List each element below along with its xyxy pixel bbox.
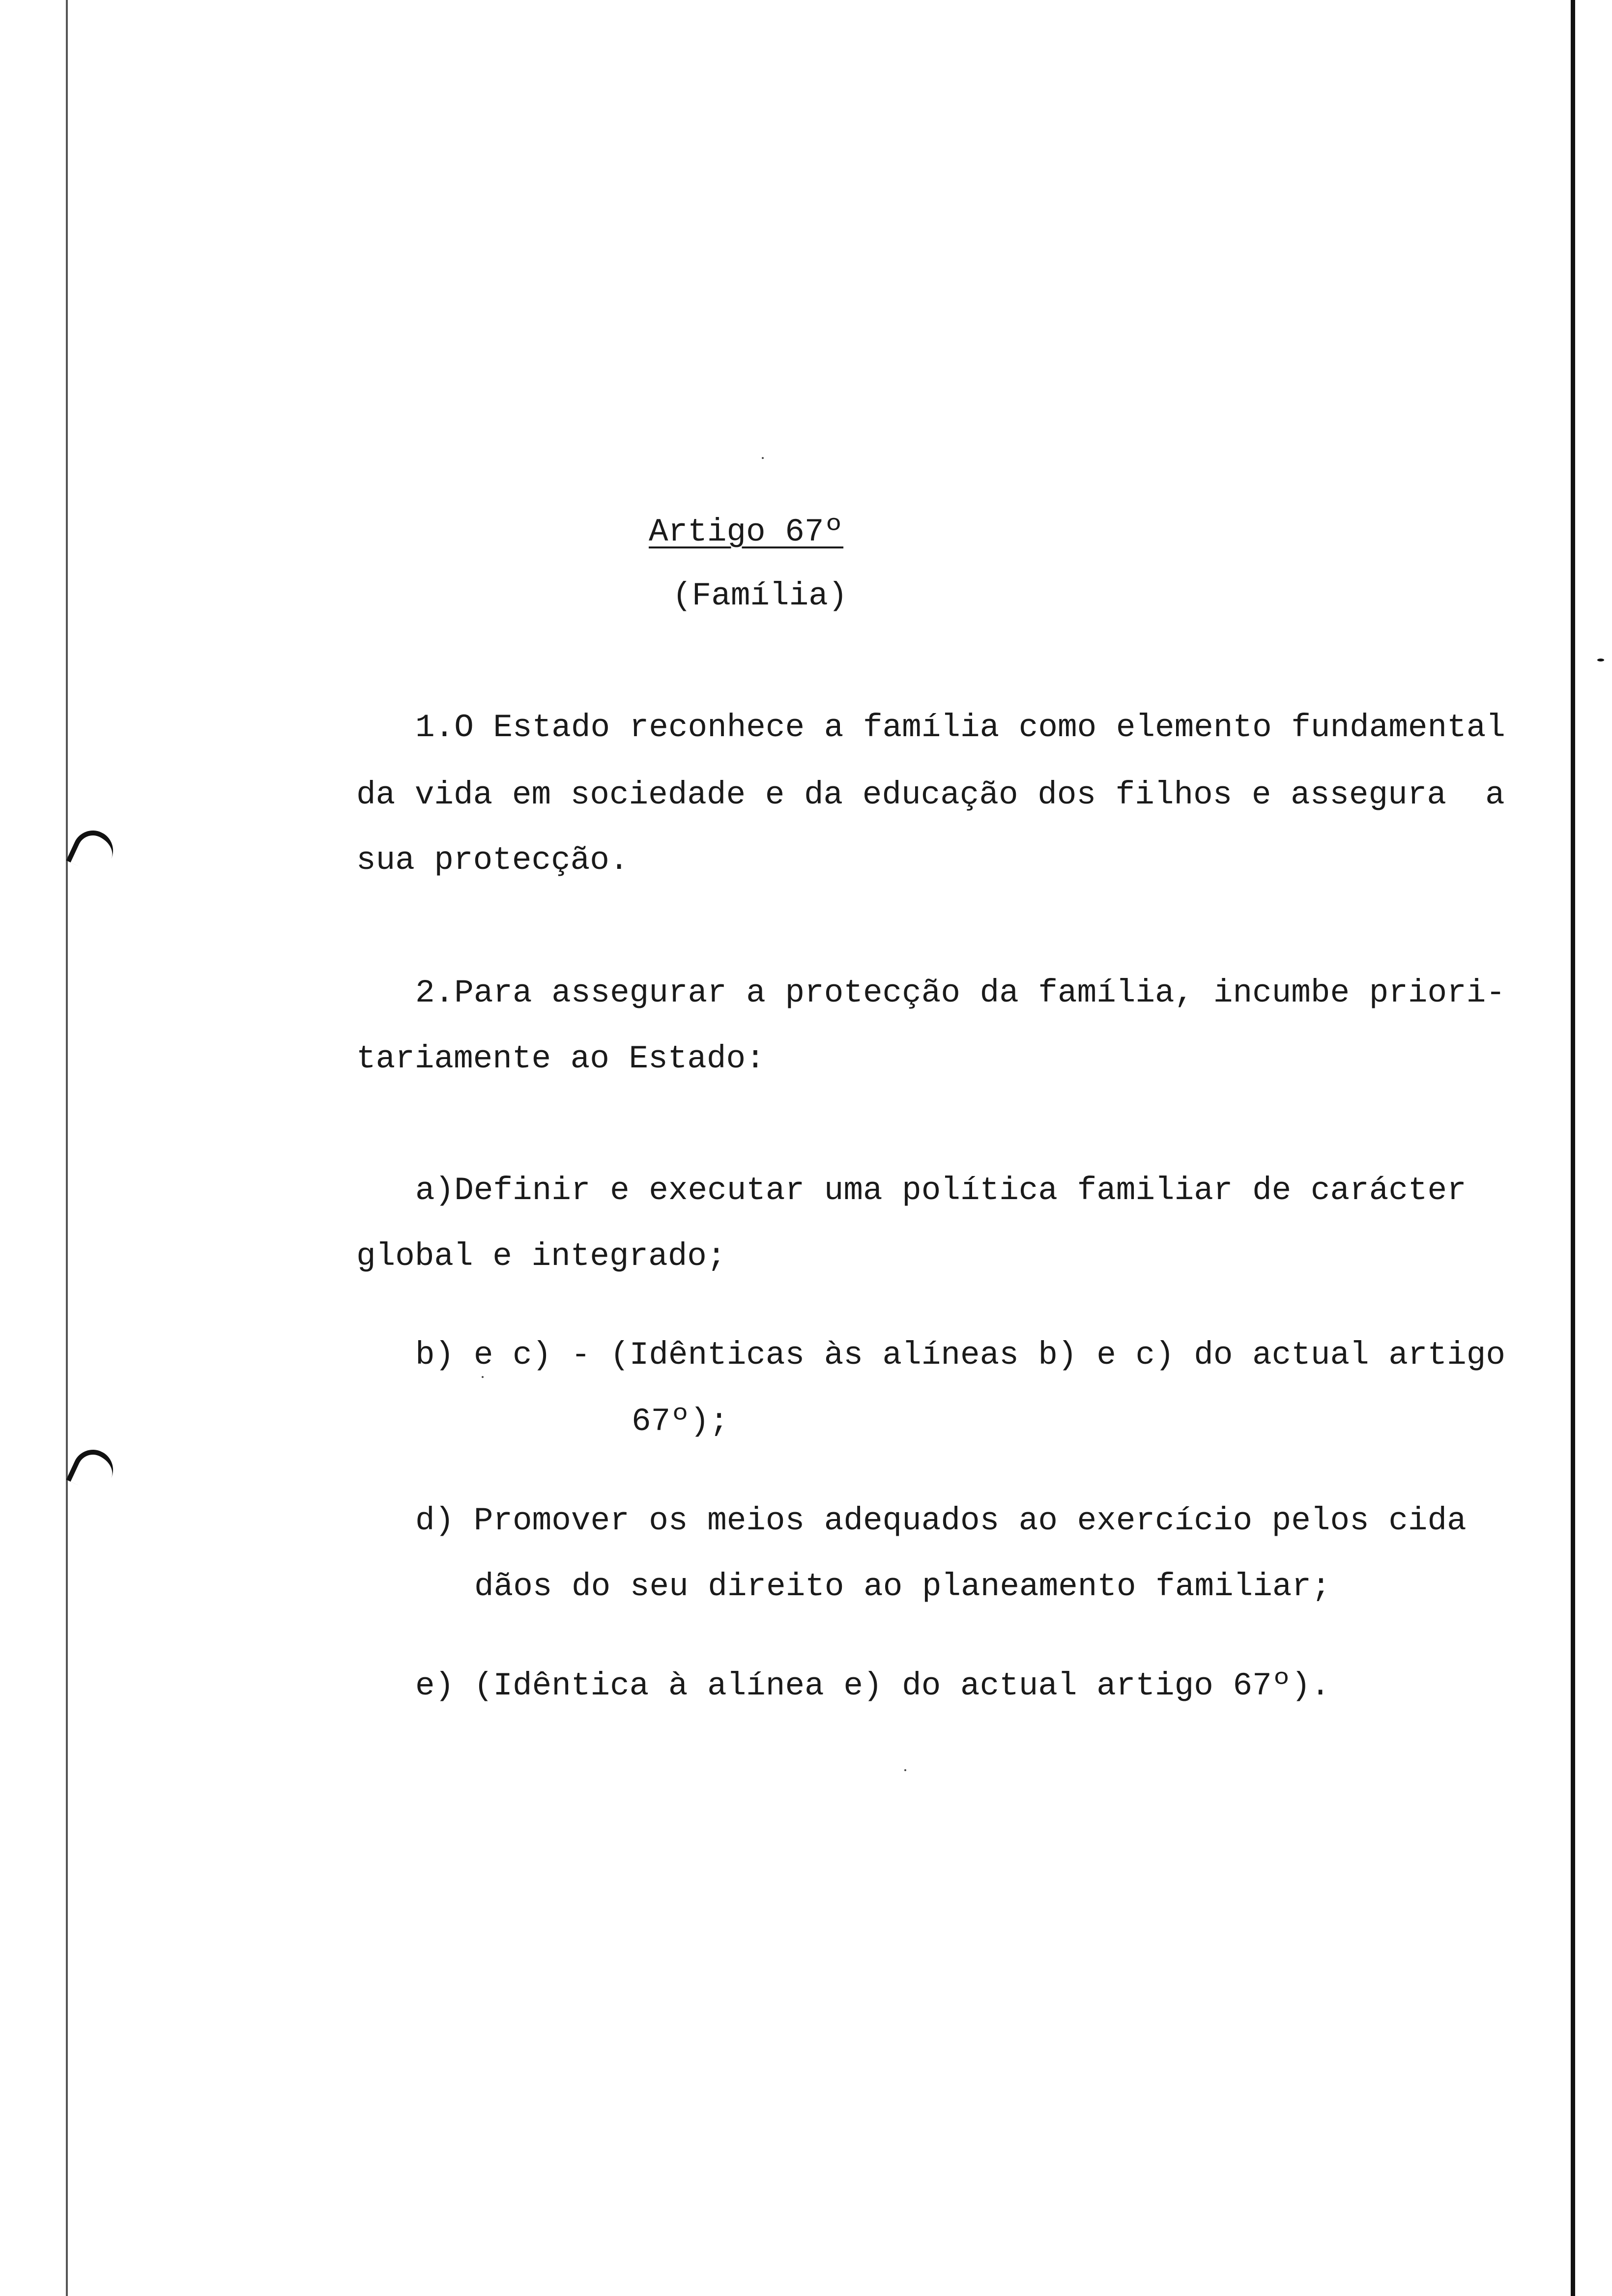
punch-hole-mark [66, 1443, 120, 1497]
paragraph-1-line-1: 1.O Estado reconhece a família como elemento fundamental [415, 709, 1505, 746]
paragraph-1-line-2: da vida em sociedade e da educação dos filhos e assegura a [356, 776, 1505, 813]
item-bc-line-2: 67º); [632, 1403, 729, 1440]
scan-right-edge [1571, 0, 1575, 2296]
item-a-line-1: a)Definir e executar uma política familiar de carácter [415, 1172, 1467, 1209]
paragraph-2-line-1: 2.Para assegurar a protecção da família, incumbe priori- [415, 975, 1505, 1011]
scan-left-edge [66, 0, 68, 2296]
item-d-line-1: d) Promover os meios adequados ao exercício pelos cida [415, 1502, 1467, 1539]
article-subtitle: (Família) [672, 577, 848, 614]
article-title: Artigo 67º [649, 514, 844, 550]
item-a-line-2: global e integrado; [356, 1238, 726, 1275]
item-d-line-2: dãos do seu direito ao planeamento familiar; [474, 1568, 1331, 1605]
scan-speck [1597, 659, 1604, 661]
item-e-line-1: e) (Idêntica à alínea e) do actual artigo 67º). [415, 1667, 1330, 1704]
punch-hole-mark [66, 824, 120, 878]
paragraph-2-line-2: tariamente ao Estado: [356, 1040, 765, 1077]
scan-speck [762, 457, 764, 459]
item-bc-line-1: b) e c) - (Idênticas às alíneas b) e c) do actual artigo [415, 1337, 1505, 1374]
scan-speck [482, 1376, 484, 1378]
paragraph-1-line-3: sua protecção. [356, 842, 629, 879]
scan-speck [904, 1769, 906, 1771]
